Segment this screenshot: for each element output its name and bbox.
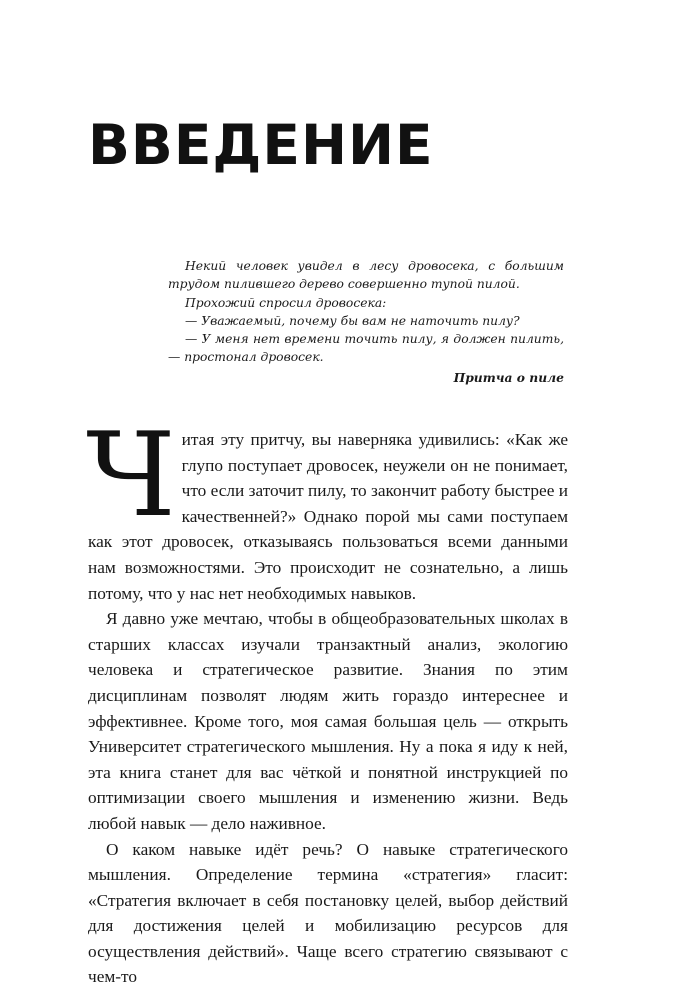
epigraph-line: — У меня нет времени точить пилу, я должен пилить, — простонал дровосек. bbox=[168, 332, 564, 365]
epigraph-line: — Уважаемый, почему бы вам не наточить пилу? bbox=[185, 313, 520, 328]
epigraph-line: Некий человек увидел в лесу дровосека, с большим трудом пилившего дерево совершенно тупой пилой. bbox=[168, 259, 564, 292]
body-text bbox=[86, 408, 568, 990]
drop-cap: Ч bbox=[86, 408, 176, 543]
paragraph-2: Я давно уже мечтаю, чтобы в общеобразовательных школах в старших классах изучали транзактный анализ, экологию человека и стратегическое развитие. Знания по этим дисциплинам позволят людям жить гораздо интереснее и эффективнее. Кроме того, моя самая большая цель — открыть Университет стратегического мышления. Ну а пока я иду к ней, эта книга станет для вас чёткой и понятной инструкцией по оптимизации своего мышления и изменению жизни. Ведь любой навык — дело наживное. bbox=[88, 609, 568, 833]
epigraph-attribution: Притча о пиле bbox=[453, 369, 564, 385]
epigraph bbox=[168, 257, 564, 387]
paragraph-1-text: итая эту притчу, вы наверняка удивились: «Как же глупо поступает дровосек, неужели он не понимает, что если заточит пилу, то закончит работу быстрее и качественней?» Однако порой мы сами поступаем как этот дровосек, отказываясь пользоваться всеми данными нам возможностями. Это происходит не сознательно, а лишь потому, что у нас нет необходимых навыков. bbox=[88, 430, 568, 603]
epigraph-line: Прохожий спросил дровосека: bbox=[185, 295, 387, 310]
paragraph-1 bbox=[86, 408, 568, 606]
paragraph-3: О каком навыке идёт речь? О навыке стратегического мышления. Определение термина «стратегия» гласит: «Стратегия включает в себя постановку целей, выбор действий для достижения целей и мобилизацию ресурсов для осуществления действий». Чаще всего стратегию связывают с чем-то bbox=[88, 839, 568, 987]
chapter-title: ВВЕДЕНИЕ bbox=[88, 113, 434, 177]
